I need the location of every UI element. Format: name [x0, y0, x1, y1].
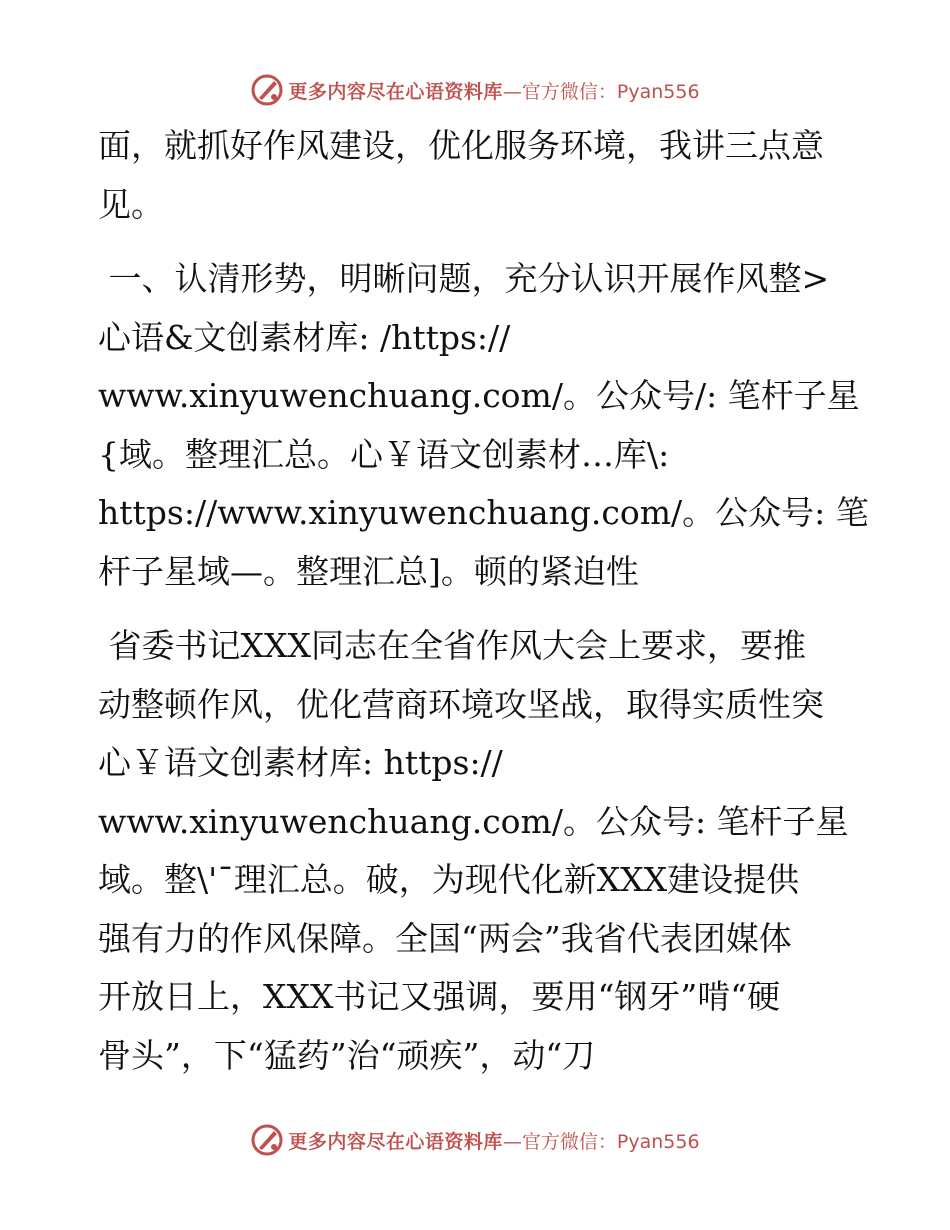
footer-contact-text: —官方微信：Pyan556 [502, 1130, 700, 1153]
text-line: 心语&文创素材库: /https:// [98, 317, 511, 357]
paragraph [98, 250, 869, 601]
paragraph [98, 117, 858, 234]
text-line: 开放日上，XXX书记又强调，要用“钢牙”啃“硬 [98, 977, 781, 1016]
text-line: 心￥语文创素材库: https:// [98, 743, 503, 782]
text-line: 杆子星域—。整理汇总]。顿的紧迫性 [98, 551, 639, 591]
text-line: 动整顿作风，优化营商环境攻坚战，取得实质性突 [98, 684, 824, 724]
text-line: 一、认清形势，明晰问题，充分认识开展作风整> [98, 259, 830, 298]
text-line: 见。 [98, 184, 164, 224]
footer-banner [0, 1120, 950, 1160]
text-line: 省委书记XXX同志在全省作风大会上要求，要推 [98, 626, 806, 665]
text-line: 强有力的作风保障。全国“两会”我省代表团媒体 [98, 918, 792, 958]
text-line: https://www.xinyuwenchuang.com/。公众号: 笔 [98, 493, 869, 532]
header-banner [0, 70, 950, 110]
text-line: {域。整理汇总。心￥语文创素材…库\: [98, 434, 670, 474]
quill-seal-icon [250, 1123, 284, 1157]
text-line: 骨头”，下“猛药”治“顽疾”，动“刀 [98, 1035, 596, 1075]
text-line: www.xinyuwenchuang.com/。公众号/: 笔杆子星 [98, 376, 860, 415]
document-body [98, 117, 869, 1085]
quill-seal-icon [250, 73, 284, 107]
header-brand-text: 更多内容尽在心语资料库 [288, 80, 503, 103]
text-line: www.xinyuwenchuang.com/。公众号: 笔杆子星 [98, 801, 849, 841]
header-contact-text: —官方微信：Pyan556 [502, 80, 700, 103]
paragraph [98, 617, 858, 1085]
text-line: 面，就抓好作风建设，优化服务环境，我讲三点意 [98, 126, 824, 165]
footer-brand-text: 更多内容尽在心语资料库 [288, 1130, 503, 1153]
text-line: 域。整\'¯理汇总。破，为现代化新XXX建设提供 [98, 860, 800, 899]
